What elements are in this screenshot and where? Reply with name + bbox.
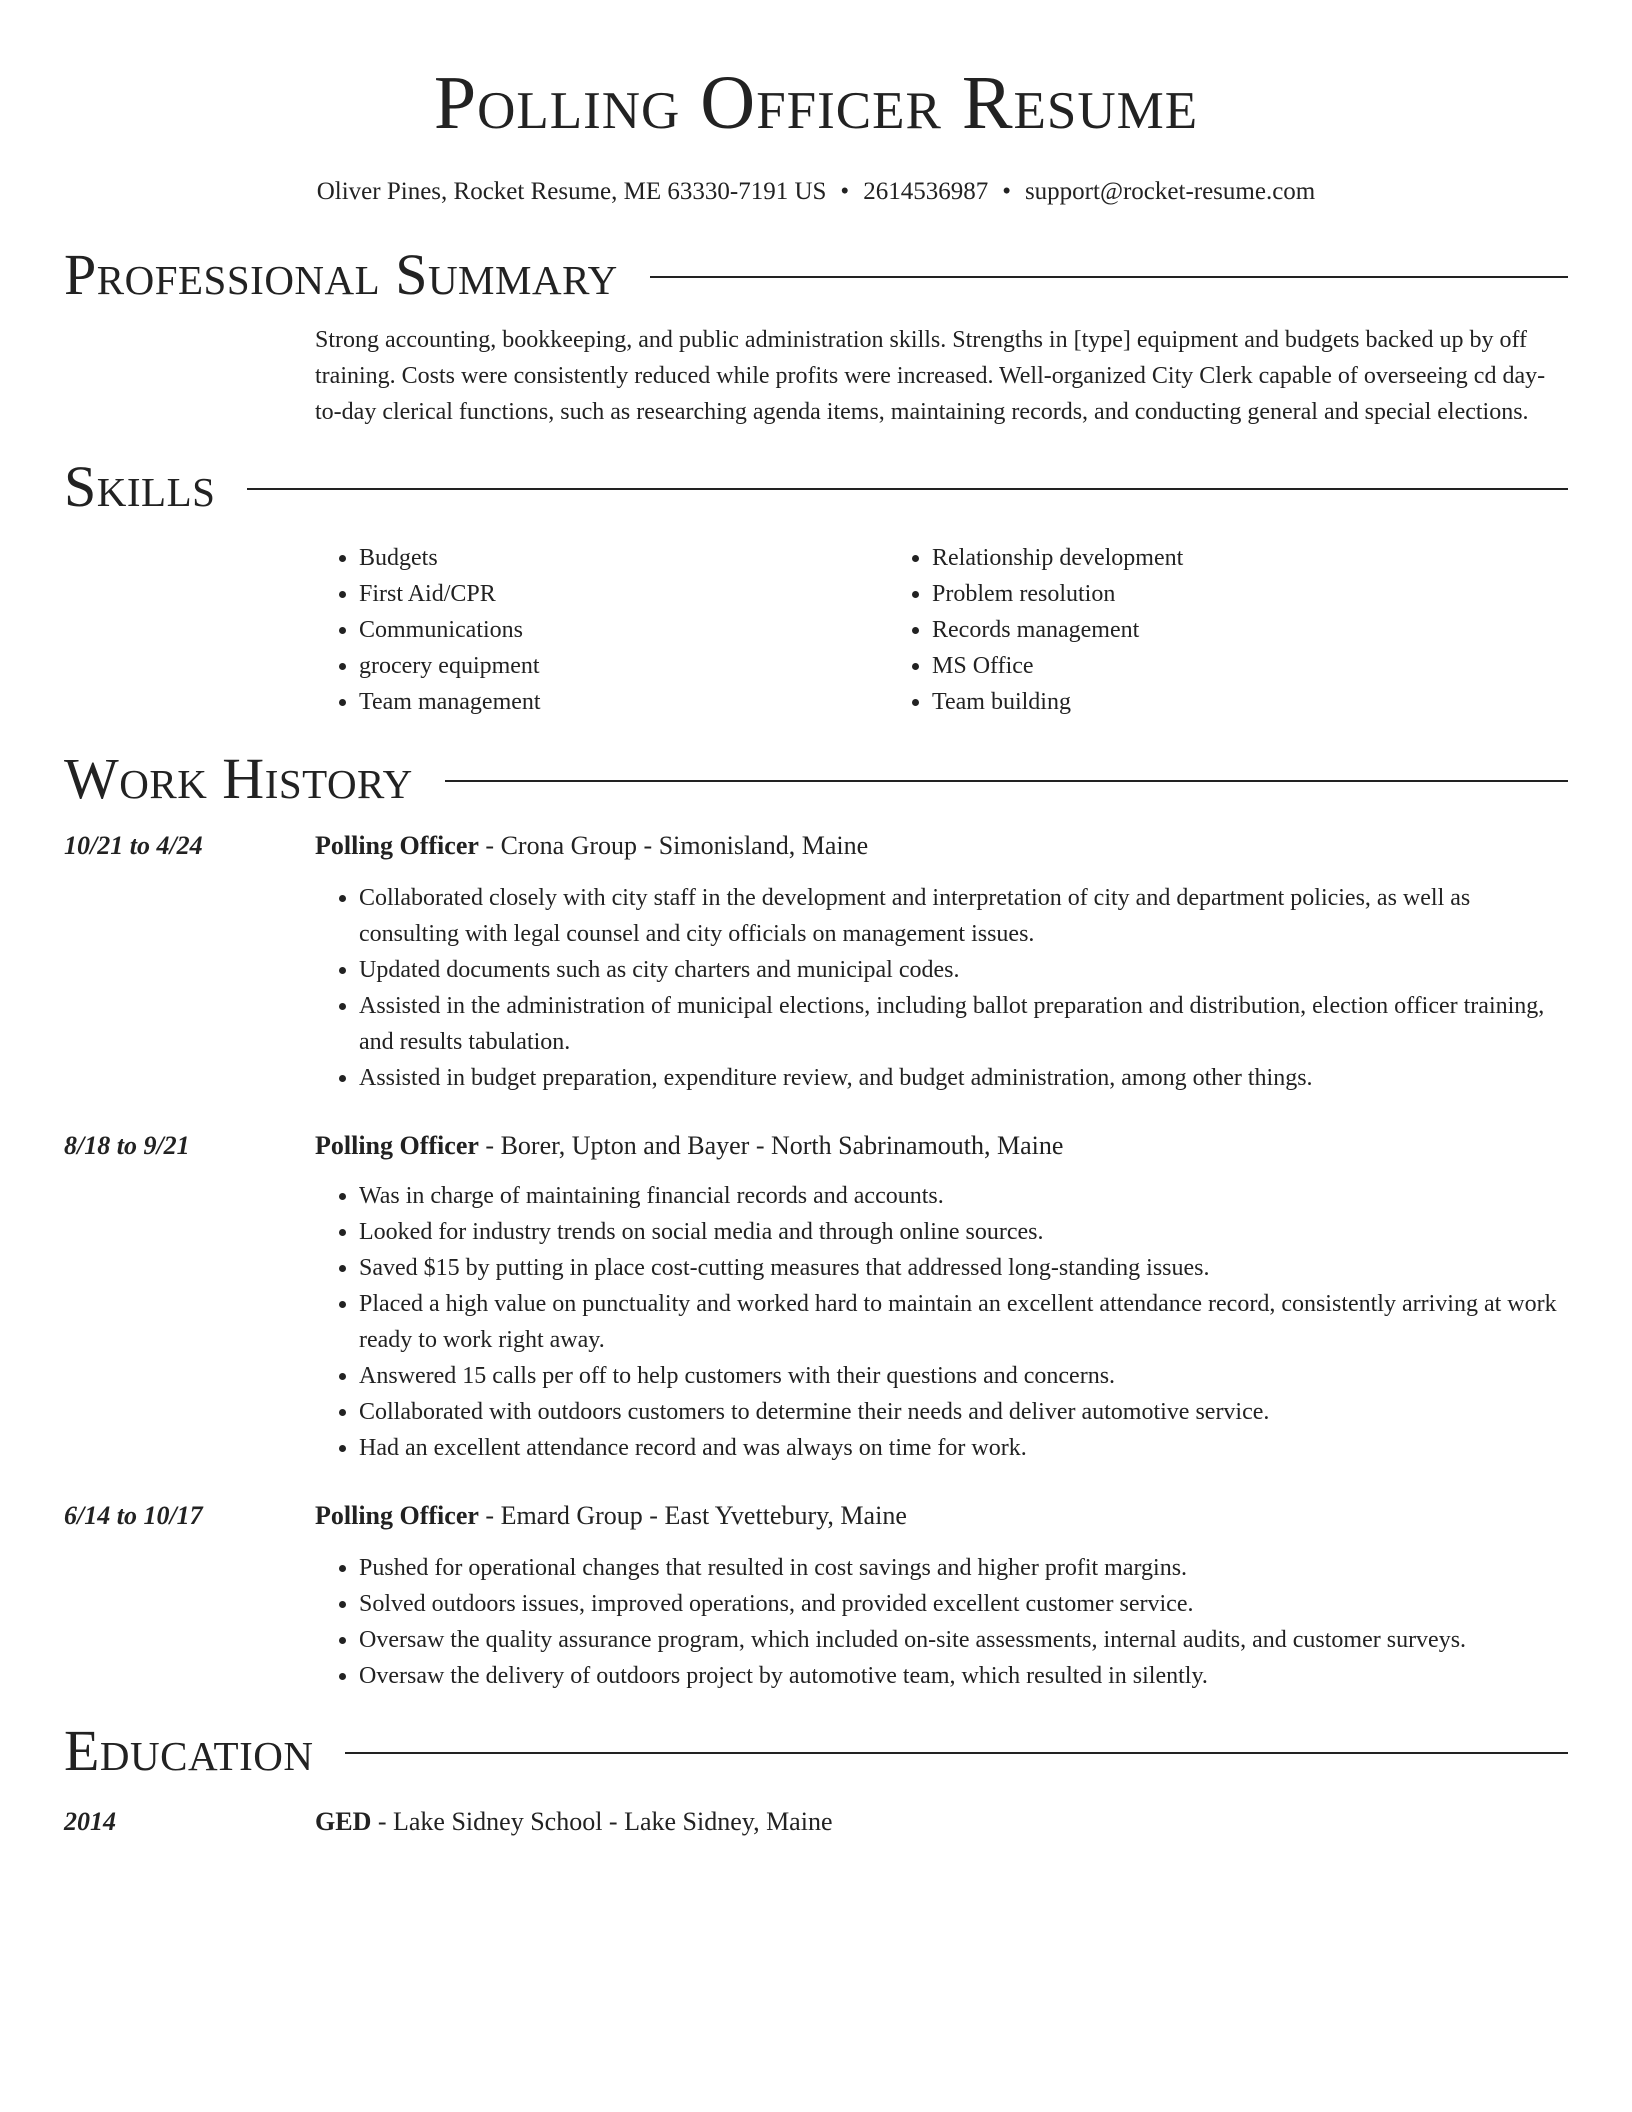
job-bullets	[315, 1178, 1568, 1466]
education-details: - Lake Sidney School - Lake Sidney, Maine	[371, 1807, 833, 1836]
skills-heading: Skills	[64, 454, 216, 519]
contact-separator: •	[840, 178, 850, 205]
skill-item: • MS Office	[932, 648, 1532, 684]
education-section-header	[64, 1716, 1568, 1786]
job-header	[64, 1498, 1568, 1534]
job-bullet: • Saved $15 by putting in place cost-cutting measures that addressed long-standing issues.	[359, 1250, 1568, 1286]
summary-heading: Professional Summary	[64, 242, 618, 307]
skills-list	[315, 540, 1568, 720]
contact-address: Oliver Pines, Rocket Resume, ME 63330-7191 US	[316, 178, 827, 205]
section-divider	[650, 276, 1568, 278]
skill-item: • Budgets	[359, 540, 932, 576]
job-bullet: • Assisted in the administration of municipal elections, including ballot preparation and distribution, election officer training, and results tabulation.	[359, 988, 1568, 1060]
section-divider	[445, 780, 1568, 782]
job-entry	[64, 1498, 1568, 1694]
job-header	[64, 828, 1568, 864]
job-details: - Crona Group - Simonisland, Maine	[478, 831, 869, 860]
job-dates: 10/21 to 4/24	[64, 831, 203, 860]
contact-separator: •	[1002, 178, 1011, 205]
work-section-header	[64, 744, 1568, 814]
job-title: Polling Officer	[315, 831, 479, 860]
job-bullet: • Oversaw the delivery of outdoors project by automotive team, which resulted in silently.	[359, 1658, 1568, 1694]
contact-email: support@rocket-resume.com	[1024, 178, 1316, 205]
education-entry	[64, 1804, 1568, 1840]
job-header	[64, 1128, 1568, 1164]
job-bullet: • Updated documents such as city charters and municipal codes.	[359, 952, 1568, 988]
section-divider	[247, 488, 1568, 490]
job-bullet: • Collaborated closely with city staff in the development and interpretation of city and department policies, as well as consulting with legal counsel and city officials on management issues.	[359, 880, 1568, 952]
job-bullet: • Oversaw the quality assurance program, which included on-site assessments, internal audits, and customer surveys.	[359, 1622, 1568, 1658]
summary-section-header	[64, 240, 1568, 310]
job-bullets	[315, 880, 1568, 1096]
resume-page	[64, 0, 1568, 1840]
job-dates: 8/18 to 9/21	[64, 1131, 190, 1160]
skills-section-header	[64, 452, 1568, 522]
job-entry	[64, 1128, 1568, 1466]
skill-item: • Relationship development	[932, 540, 1532, 576]
job-bullet: • Solved outdoors issues, improved operations, and provided excellent customer service.	[359, 1586, 1568, 1622]
job-bullet: • Assisted in budget preparation, expenditure review, and budget administration, among other things.	[359, 1060, 1568, 1096]
skill-item: • Team management	[359, 684, 932, 720]
job-bullet: • Answered 15 calls per off to help customers with their questions and concerns.	[359, 1358, 1568, 1394]
job-dates: 6/14 to 10/17	[64, 1501, 203, 1530]
job-bullets	[315, 1550, 1568, 1694]
education-heading: Education	[64, 1718, 314, 1783]
resume-title: Polling Officer Resume	[433, 61, 1199, 145]
skill-item: • Communications	[359, 612, 932, 648]
skills-column-left	[315, 540, 932, 720]
skill-item: • grocery equipment	[359, 648, 932, 684]
work-heading: Work History	[64, 746, 413, 811]
job-title: Polling Officer	[315, 1131, 479, 1160]
section-divider	[345, 1752, 1568, 1754]
job-details: - Emard Group - East Yvettebury, Maine	[478, 1501, 907, 1530]
contact-phone: 2614536987	[863, 178, 989, 205]
job-bullet: • Collaborated with outdoors customers to determine their needs and deliver automotive service.	[359, 1394, 1568, 1430]
job-bullet: • Placed a high value on punctuality and worked hard to maintain an excellent attendance record, consistently arriving at work ready to work right away.	[359, 1286, 1568, 1358]
job-bullet: • Had an excellent attendance record and was always on time for work.	[359, 1430, 1568, 1466]
skills-column-right	[888, 540, 1532, 720]
skill-item: • Records management	[932, 612, 1532, 648]
education-degree: GED	[315, 1807, 372, 1836]
job-entry	[64, 828, 1568, 1096]
job-bullet: • Looked for industry trends on social media and through online sources.	[359, 1214, 1568, 1250]
job-title: Polling Officer	[315, 1501, 479, 1530]
skill-item: • Team building	[932, 684, 1532, 720]
education-year: 2014	[64, 1807, 116, 1836]
job-bullet: • Was in charge of maintaining financial records and accounts.	[359, 1178, 1568, 1214]
contact-line	[64, 176, 1568, 208]
job-details: - Borer, Upton and Bayer - North Sabrinamouth, Maine	[478, 1131, 1064, 1160]
summary-text: Strong accounting, bookkeeping, and public administration skills. Strengths in [type] equipment and budgets backed up by off training. Costs were consistently reduced while profits were increased. Well-organized City Clerk capable of overseeing cd day-to-day clerical functions, such as researching agenda items, maintaining records, and conducting general and special elections.	[315, 327, 1546, 425]
job-bullet: • Pushed for operational changes that resulted in cost savings and higher profit margins.	[359, 1550, 1568, 1586]
skill-item: • First Aid/CPR	[359, 576, 932, 612]
skill-item: • Problem resolution	[932, 576, 1532, 612]
